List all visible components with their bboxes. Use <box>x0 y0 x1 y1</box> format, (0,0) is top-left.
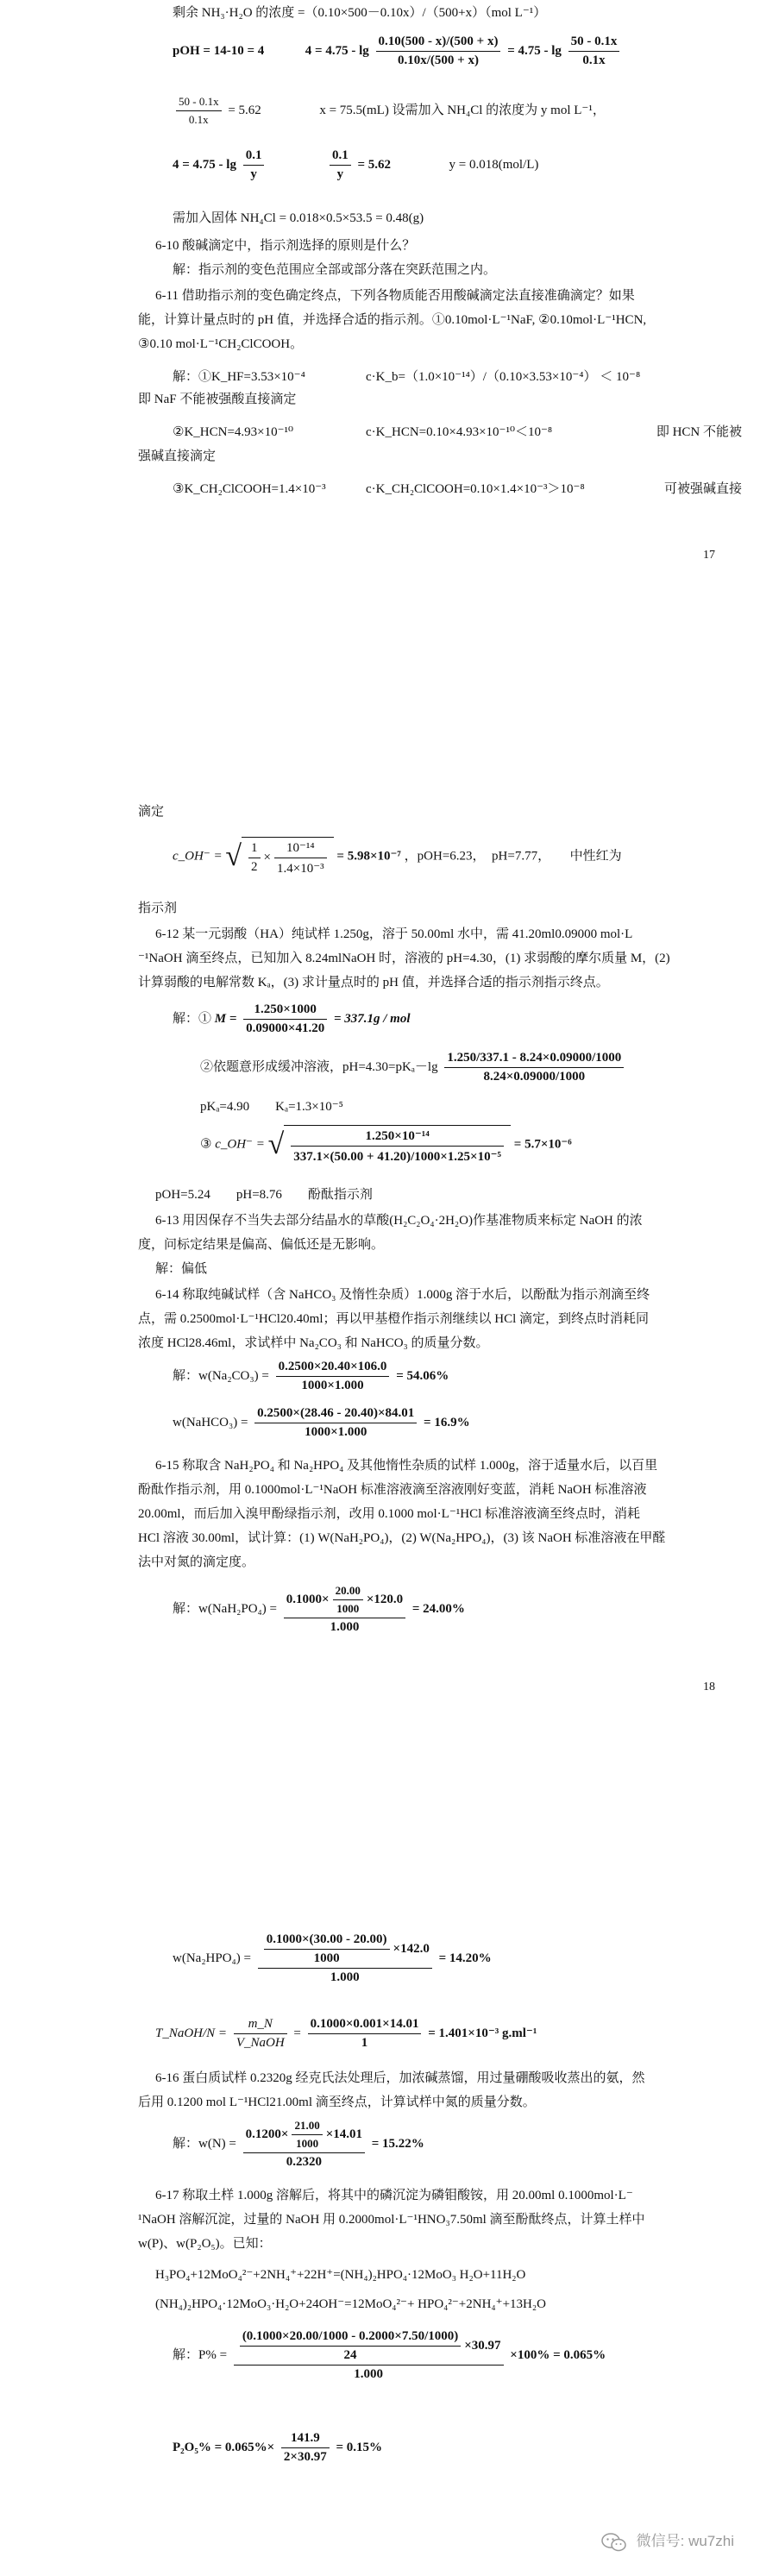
fraction: $\frac{50 - 0.1x}{0.1x}$ <box>176 95 222 127</box>
text-line: 剩余 NH₃·H₂O 的浓度 =（0.10×500－0.10x）/（500+x）（mol L⁻¹） <box>173 6 547 20</box>
text-line: ②K_HCN=4.93×10⁻¹⁰ c·K_HCN=0.10×4.93×10⁻¹⁰＜10⁻⁸ 即 HCN 不能被 <box>173 425 742 439</box>
question-heading: 6-14 称取纯碱试样（含 NaHCO₃ 及惰性杂质）1.000g 溶于水后，以酚酞为指示剂滴至终 <box>155 1288 650 1302</box>
equation-y: 4 = 4.75 - lg $\frac{0.1}{y}$ $\frac{0.1}{y}$ = 5.62 y = 0.018(mol/L) <box>173 148 539 181</box>
text-line: pOH=5.24 pH=8.76 酚酞指示剂 <box>155 1188 373 1202</box>
equation-nah2po4: 解：w(NaH₂PO₄) = 0.1000× $\frac{20.00}{1000}$ ×120.0 1.000 = 24.00% <box>173 1584 465 1634</box>
text-line: 能，计算计量点时的 pH 值，并选择合适的指示剂。①0.10mol·L⁻¹NaF, ②0.10mol·L⁻¹HCN, <box>138 313 647 327</box>
watermark <box>601 2529 734 2552</box>
equation-x: $\frac{50 - 0.1x}{0.1x}$ = 5.62 x = 75.5(mL) 设需加入 NH₄Cl 的浓度为 y mol L⁻¹， <box>173 95 606 127</box>
text-line: 解：①K_HF=3.53×10⁻⁴ c·K_b=（1.0×10⁻¹⁴）/（0.10×3.53×10⁻⁴） ＜ 10⁻⁸ <box>173 370 641 384</box>
fraction: $\frac{1.250/337.1 - 8.24\times 0.09000/1000}{8.24\times 0.09000/1000}$ <box>444 1051 624 1084</box>
question-heading: 6-15 称取含 NaH₂PO₄ 和 Na₂HPO₄ 及其他惰性杂质的试样 1.000g，溶于适量水后，以百里 <box>155 1459 658 1473</box>
fraction: $\frac{0.1}{y}$ <box>330 148 351 182</box>
page-19 <box>0 1932 760 2576</box>
equation-titer: T_NaOH/N = $\frac{m\_N}{\text{V\_NaOH}}$ = $\frac{0.1000\times 0.001\times 14.01}{1}$ = 1.401×10⁻³ g.ml⁻¹ <box>155 2017 537 2050</box>
text-line: 解：偏低 <box>155 1262 208 1276</box>
fraction: $\frac{0.1000\times(30.00 - 20.00)}{1000}$ ×142.0 1.000 <box>258 1932 432 1985</box>
fraction: $\frac{50 - 0.1x}{0.1x}$ <box>568 35 620 68</box>
equation-coh-2: ③ c_OH⁻ = √ $\frac{\text{1.250×10⁻¹⁴}}{\text{337.1×(50.00 + 41.20)/1000×1.25×10⁻⁵}}$ = 5.7×10⁻⁶ <box>200 1125 572 1165</box>
fraction: $\frac{141.9}{2\times 30.97}$ <box>281 2431 330 2465</box>
text-line: 即 NaF 不能被强酸直接滴定 <box>138 393 297 406</box>
text-line: 解：指示剂的变色范围应全部或部分落在突跃范围之内。 <box>173 263 497 277</box>
text-line: 浓度 HCl28.46ml，求试样中 Na₂CO₃ 和 NaHCO₃ 的质量分数。 <box>138 1336 489 1350</box>
fraction: $\frac{1}{2}$ <box>248 841 261 875</box>
question-heading: 6-10 酸碱滴定中，指示剂选择的原则是什么？ <box>155 239 416 253</box>
fraction: $\frac{0.1}{y}$ <box>243 148 265 182</box>
text-line: ③K_CH₂ClCOOH=1.4×10⁻³ c·K_CH₂ClCOOH=0.10×1.4×10⁻³＞10⁻⁸ 可被强碱直接 <box>173 482 742 496</box>
text-line: pKₐ=4.90 Kₐ=1.3×10⁻⁵ <box>200 1100 343 1114</box>
fraction: $\frac{m\_N}{\text{V\_NaOH}}$ <box>234 2017 287 2051</box>
text-line: w(P)、w(P₂O₅)。已知： <box>138 2237 272 2251</box>
equation-phosphorus: 解：P% = $\frac{(0.1000\times 20.00/1000 - 0.2000\times 7.50/1000)}{24}$ ×30.97 1.000 ×100% = 0.065% <box>173 2329 606 2381</box>
equation-nahco3: w(NaHCO₃) = $\frac{0.2500\times(28.46 - 20.40)\times 84.01}{1000\times 1.000}$ = 16.9% <box>173 1406 470 1439</box>
text-line: 法中对氮的滴定度。 <box>138 1555 255 1569</box>
page-number: 18 <box>703 1681 715 1693</box>
reaction-equation: H₃PO₄+12MoO₄²⁻+2NH₄⁺+22H⁺=(NH₄)₂HPO₄·12MoO₃ H₂O+11H₂O <box>155 2268 526 2282</box>
text-line: 计算弱酸的电解常数 Kₐ，(3) 求计量点时的 pH 值，并选择合适的指示剂指示终点。 <box>138 976 609 990</box>
text-line: 强碱直接滴定 <box>138 449 217 463</box>
text-line: 滴定 <box>138 805 165 819</box>
reaction-equation: (NH₄)₂HPO₄·12MoO₃·H₂O+24OH⁻=12MoO₄²⁻+ HPO₄²⁻+2NH₄⁺+13H₂O <box>155 2297 546 2311</box>
text-line: 指示剂 <box>138 902 178 915</box>
question-heading: 6-11 借助指示剂的变色确定终点，下列各物质能否用酸碱滴定法直接准确滴定？如果 <box>155 289 635 303</box>
equation-molar-mass: 解：① M = $\frac{1.250\times 1000}{0.09000\times 41.20}$ = 337.1g / mol <box>173 1002 411 1035</box>
equation-coh: c_OH⁻ = √ $\frac{1}{2}$ × $\frac{\text{10⁻¹⁴}}{\text{1.4×10⁻³}}$ = 5.98×10⁻⁷ ，pOH=6.23， pH=7.77， 中性红为 <box>173 837 622 876</box>
wechat-icon <box>601 2533 627 2552</box>
text-line: 20.00ml，而后加入溴甲酚绿指示剂，改用 0.1000 mol·L⁻¹HCl 标准溶液滴至终点时，消耗 <box>138 1507 640 1521</box>
equation-p2o5: P₂O₅% = 0.065%× $\frac{141.9}{2\times 30.97}$ = 0.15% <box>173 2431 383 2464</box>
watermark-text: 微信号: wu7zhi <box>636 2533 734 2550</box>
text-line: 需加入固体 NH₄Cl = 0.018×0.5×53.5 = 0.48(g) <box>173 211 424 225</box>
page-18 <box>0 802 760 1751</box>
text-line: 酚酞作指示剂，用 0.1000mol·L⁻¹NaOH 标准溶液滴至溶液刚好变蓝，消耗 NaOH 标准溶液 <box>138 1483 647 1497</box>
question-heading: 6-12 某一元弱酸（HA）纯试样 1.250g，溶于 50.00ml 水中，需 41.20ml0.09000 mol·L <box>155 927 633 941</box>
fraction: $\frac{(0.1000\times 20.00/1000 - 0.2000\times 7.50/1000)}{24}$ ×30.97 1.000 <box>234 2329 504 2382</box>
page-number: 17 <box>703 549 715 562</box>
fraction: $\frac{1.250\times 1000}{0.09000\times 41.20}$ <box>243 1002 327 1036</box>
equation-buffer: ②依题意形成缓冲溶液，pH=4.30=pKₐ－lg $\frac{1.250/337.1 - 8.24\times 0.09000/1000}{8.24\times 0.09000/1000}$ <box>200 1051 627 1084</box>
text-line: ⁻¹NaOH 滴至终点，已知加入 8.24mlNaOH 时，溶液的 pH=4.30，(1) 求弱酸的摩尔质量 M，(2) <box>138 952 670 965</box>
text-line: 度，问标定结果是偏高、偏低还是无影响。 <box>138 1238 385 1252</box>
fraction: $\frac{0.10(500 - x)/(500 + x)}{0.10x/(500 + x)}$ <box>376 35 501 68</box>
fraction: $\frac{\text{1.250×10⁻¹⁴}}{\text{337.1×(50.00 + 41.20)/1000×1.25×10⁻⁵}}$ <box>291 1128 504 1165</box>
fraction: $\frac{0.2500\times(28.46 - 20.40)\times 84.01}{1000\times 1.000}$ <box>254 1406 417 1440</box>
fraction: $\frac{\text{10⁻¹⁴}}{\text{1.4×10⁻³}}$ <box>274 839 327 876</box>
sqrt: √ $\frac{\text{1.250×10⁻¹⁴}}{\text{337.1×(50.00 + 41.20)/1000×1.25×10⁻⁵}}$ <box>268 1125 511 1165</box>
question-heading: 6-13 用因保存不当失去部分结晶水的草酸(H₂C₂O₄·2H₂O)作基准物质来标定 NaOH 的浓 <box>155 1214 643 1228</box>
question-heading: 6-16 蛋白质试样 0.2320g 经克氏法处理后，加浓碱蒸馏，用过量硼酸吸收蒸出的氨，然 <box>155 2071 645 2085</box>
text-line: 后用 0.1200 mol L⁻¹HCl21.00ml 滴至终点，计算试样中氮的质量分数。 <box>138 2095 536 2109</box>
equation-na2hpo4: w(Na₂HPO₄) = $\frac{0.1000\times(30.00 - 20.00)}{1000}$ ×142.0 1.000 = 14.20% <box>173 1932 492 1984</box>
sqrt: √ $\frac{1}{2}$ × $\frac{\text{10⁻¹⁴}}{\text{1.4×10⁻³}}$ <box>225 837 333 876</box>
text-line: ¹NaOH 溶解沉淀，过量的 NaOH 用 0.2000mol·L⁻¹HNO₃7.50ml 滴至酚酞终点，计算土样中 <box>138 2213 645 2227</box>
text-line: HCl 溶液 30.00ml，试计算：(1) W(NaH₂PO₄)，(2) W(Na₂HPO₄)，(3) 该 NaOH 标准溶液在甲醛 <box>138 1531 666 1545</box>
page-17 <box>0 0 760 604</box>
equation-na2co3: 解：w(Na₂CO₃) = $\frac{0.2500\times 20.40\times 106.0}{1000\times 1.000}$ = 54.06% <box>173 1360 449 1392</box>
text-line: 点，需 0.2500mol·L⁻¹HCl20.40ml；再以甲基橙作指示剂继续以 HCl 滴定，到终点时消耗同 <box>138 1312 650 1326</box>
fraction: 0.1200× $\frac{21.00}{1000}$ ×14.01 0.2320 <box>243 2119 365 2170</box>
text-line: ③0.10 mol·L⁻¹CH₂ClCOOH。 <box>138 337 304 351</box>
equation-poh: pOH = 14-10 = 4 4 = 4.75 - lg $\frac{0.10(500 - x)/(500 + x)}{0.10x/(500 + x)}$ = 4.75 - lg $\frac{50 - 0.1x}{0.1x}$ <box>173 35 623 68</box>
fraction: $\frac{0.2500\times 20.40\times 106.0}{1000\times 1.000}$ <box>276 1360 390 1393</box>
fraction: 0.1000× $\frac{20.00}{1000}$ ×120.0 1.000 <box>284 1584 405 1635</box>
equation-nitrogen: 解：w(N) = 0.1200× $\frac{21.00}{1000}$ ×14.01 0.2320 = 15.22% <box>173 2119 424 2169</box>
fraction: $\frac{0.1000\times 0.001\times 14.01}{1}$ <box>308 2017 422 2051</box>
question-heading: 6-17 称取土样 1.000g 溶解后，将其中的磷沉淀为磷钼酸铵，用 20.00ml 0.1000mol·L⁻ <box>155 2189 633 2202</box>
